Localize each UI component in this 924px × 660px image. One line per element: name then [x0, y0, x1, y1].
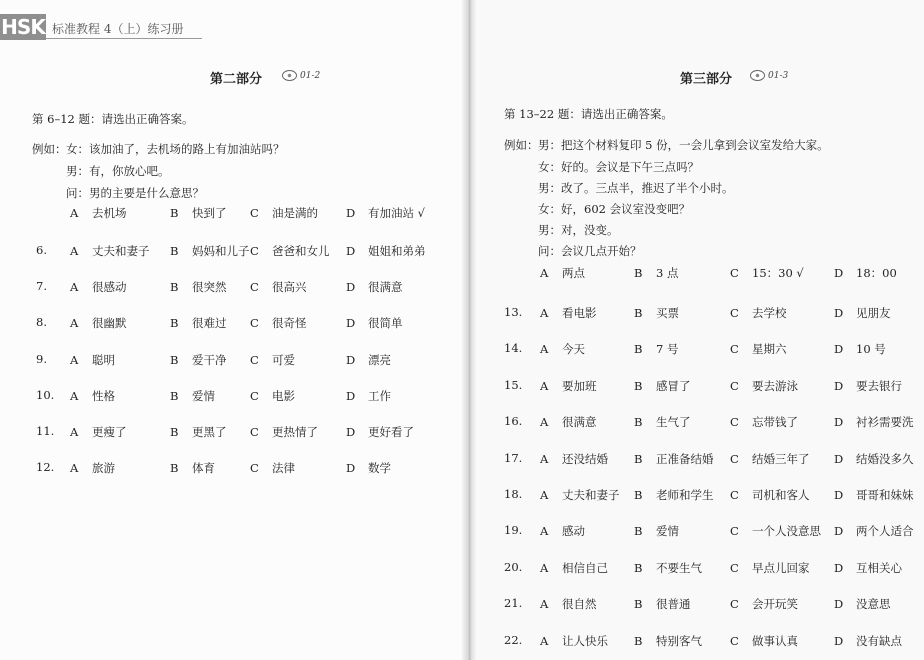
option-letter: B	[170, 461, 179, 476]
option-d	[834, 560, 902, 576]
option-b	[170, 388, 215, 404]
option-text: 有加油站 √	[368, 206, 425, 220]
option-text: 数学	[368, 461, 391, 476]
option-d	[834, 596, 891, 612]
option-text: 感冒了	[656, 378, 691, 393]
option-b	[170, 279, 227, 295]
example-line: 问：男的主要是什么意思？	[66, 186, 204, 200]
option-letter: B	[170, 388, 179, 403]
option-letter: B	[634, 306, 643, 320]
option-c	[250, 279, 307, 295]
option-letter: D	[346, 316, 356, 331]
option-letter: D	[346, 244, 356, 258]
option-d	[834, 265, 897, 281]
option-text: 没有缺点	[856, 633, 902, 648]
option-text: 一个人没意思	[752, 524, 821, 539]
option-text: 很高兴	[272, 280, 307, 295]
option-letter: B	[170, 244, 179, 258]
option-a	[70, 460, 115, 476]
option-letter: B	[634, 266, 643, 280]
option-text: 见朋友	[856, 306, 891, 320]
option-text: 更热情了	[272, 425, 318, 439]
option-letter: D	[346, 388, 356, 403]
option-letter: C	[730, 524, 739, 539]
option-letter: B	[634, 415, 643, 430]
option-text: 星期六	[752, 342, 787, 357]
option-letter: B	[170, 352, 179, 367]
option-letter: D	[346, 425, 356, 439]
option-text: 爱情	[656, 524, 679, 539]
option-letter: C	[730, 597, 739, 612]
option-text: 妈妈和儿子	[192, 244, 250, 258]
option-letter: D	[834, 524, 844, 539]
option-text: 爸爸和女儿	[272, 244, 330, 258]
option-b	[170, 424, 227, 440]
option-b	[634, 487, 714, 503]
question-number: 12.	[36, 460, 55, 475]
option-text: 要加班	[562, 378, 597, 393]
option-c	[250, 243, 330, 259]
option-letter: C	[250, 280, 259, 295]
option-text: 要去游泳	[752, 378, 798, 393]
option-text: 两个人适合	[856, 524, 914, 539]
option-text: 18：00	[856, 266, 897, 280]
option-text: 互相关心	[856, 560, 902, 575]
question-number: 10.	[36, 387, 55, 402]
option-letter: C	[730, 266, 739, 280]
option-b	[170, 315, 227, 331]
option-text: 体育	[192, 461, 215, 476]
option-text: 快到了	[192, 206, 227, 220]
option-letter: B	[634, 378, 643, 393]
option-text: 感动	[562, 524, 585, 539]
section-title-part-2: 第二部分	[210, 72, 263, 87]
example-line: 男：把这个材料复印 5 份，一会儿拿到会议室发给大家。	[538, 138, 829, 152]
option-letter: A	[540, 415, 549, 430]
option-d	[346, 424, 414, 440]
option-b	[634, 341, 678, 357]
option-text: 很满意	[562, 415, 597, 430]
option-c	[730, 414, 798, 430]
option-text: 去学校	[752, 306, 787, 320]
question-number: 15.	[504, 377, 523, 392]
option-text: 老师和学生	[656, 488, 714, 502]
option-text: 聪明	[92, 352, 115, 367]
option-letter: D	[834, 451, 844, 466]
option-letter: C	[250, 425, 259, 439]
cd-icon	[282, 70, 297, 81]
option-a	[540, 596, 597, 612]
option-letter: A	[540, 306, 549, 320]
option-letter: B	[634, 488, 643, 502]
option-text: 很难过	[192, 316, 227, 331]
option-letter: C	[250, 244, 259, 258]
option-text: 要去银行	[856, 378, 902, 393]
option-a	[70, 388, 115, 404]
option-text: 结婚三年了	[752, 451, 810, 466]
option-b	[170, 352, 227, 368]
option-text: 很自然	[562, 597, 597, 612]
option-b	[634, 451, 714, 467]
option-a	[540, 523, 585, 539]
hsk-logo: HSK	[1, 15, 45, 39]
option-letter: A	[70, 352, 79, 367]
option-d	[346, 279, 403, 295]
option-text: 很突然	[192, 280, 227, 295]
option-a	[540, 451, 608, 467]
option-text: 今天	[562, 342, 585, 357]
track-number: 01-2	[300, 71, 321, 81]
audio-track-marker[interactable]	[282, 70, 320, 81]
example-line: 女：该加油了，去机场的路上有加油站吗？	[66, 142, 285, 156]
book-title: 标准教程 4（上）练习册	[52, 22, 184, 36]
example-line: 男：改了。三点半，推迟了半个小时。	[538, 181, 734, 195]
option-text: 哥哥和妹妹	[856, 488, 914, 502]
option-d	[834, 633, 902, 649]
option-text: 漂亮	[368, 352, 391, 367]
option-text: 很普通	[656, 597, 691, 612]
option-d	[346, 315, 403, 331]
option-text: 很感动	[92, 280, 127, 295]
option-c	[730, 560, 810, 576]
example-label: 例如：	[32, 142, 67, 156]
option-letter: C	[730, 488, 739, 502]
option-d	[346, 388, 391, 404]
option-a	[540, 341, 585, 357]
option-letter: B	[170, 280, 179, 295]
option-text: 很简单	[368, 316, 403, 331]
option-letter: C	[730, 560, 739, 575]
option-c	[250, 424, 318, 440]
option-text: 3 点	[656, 266, 679, 280]
option-letter: C	[730, 378, 739, 393]
option-letter: D	[834, 633, 844, 648]
option-text: 姐姐和弟弟	[368, 244, 426, 258]
option-letter: A	[70, 316, 79, 331]
option-letter: C	[250, 316, 259, 331]
option-text: 很满意	[368, 280, 403, 295]
question-number: 8.	[36, 315, 47, 330]
option-d	[834, 523, 914, 539]
option-letter: A	[540, 342, 549, 357]
option-letter: A	[540, 488, 549, 502]
option-letter: A	[540, 633, 549, 648]
option-a	[540, 633, 608, 649]
option-text: 两点	[562, 266, 585, 280]
option-letter: A	[70, 461, 79, 476]
option-a	[70, 243, 150, 259]
option-letter: B	[634, 560, 643, 575]
option-text: 15：30 √	[752, 266, 804, 280]
option-text: 没意思	[856, 597, 891, 612]
question-number: 16.	[504, 414, 523, 429]
option-letter: B	[170, 206, 179, 220]
option-d	[834, 451, 914, 467]
option-letter: A	[70, 425, 79, 439]
question-number: 20.	[504, 559, 523, 574]
track-number: 01-3	[768, 71, 789, 81]
option-d	[346, 352, 391, 368]
option-c	[250, 205, 318, 221]
option-text: 电影	[272, 388, 295, 403]
option-a	[540, 265, 585, 281]
option-text: 爱干净	[192, 352, 227, 367]
option-text: 忘带钱了	[752, 415, 798, 430]
option-text: 衬衫需要洗	[856, 415, 914, 430]
option-text: 特别客气	[656, 633, 702, 648]
option-b	[634, 414, 691, 430]
option-text: 早点儿回家	[752, 560, 810, 575]
book-spine	[462, 0, 476, 660]
option-text: 更瘦了	[92, 425, 127, 439]
option-c	[250, 315, 307, 331]
option-text: 可爱	[272, 352, 295, 367]
option-letter: C	[250, 461, 259, 476]
question-number: 22.	[504, 632, 523, 647]
option-c	[730, 378, 798, 394]
option-text: 做事认真	[752, 633, 798, 648]
option-text: 性格	[92, 388, 115, 403]
option-text: 相信自己	[562, 560, 608, 575]
option-letter: B	[170, 316, 179, 331]
option-letter: D	[834, 378, 844, 393]
example-line: 男：对，没变。	[538, 223, 619, 237]
option-b	[170, 460, 215, 476]
option-letter: D	[834, 597, 844, 612]
option-letter: A	[540, 524, 549, 539]
option-d	[834, 305, 891, 321]
option-letter: A	[70, 206, 79, 220]
option-letter: D	[346, 352, 356, 367]
audio-track-marker[interactable]	[750, 70, 788, 81]
option-letter: A	[540, 266, 549, 280]
option-text: 让人快乐	[562, 633, 608, 648]
option-letter: B	[634, 342, 643, 357]
option-letter: C	[730, 633, 739, 648]
option-letter: A	[540, 378, 549, 393]
option-text: 买票	[656, 306, 679, 320]
instruction: 第 13–22 题：请选出正确答案。	[504, 107, 673, 121]
option-letter: C	[250, 388, 259, 403]
option-text: 爱情	[192, 388, 215, 403]
option-text: 会开玩笑	[752, 597, 798, 612]
option-text: 油是满的	[272, 206, 318, 220]
option-letter: D	[834, 488, 844, 502]
option-letter: C	[250, 352, 259, 367]
option-text: 正准备结婚	[656, 451, 714, 466]
option-b	[634, 265, 678, 281]
option-letter: C	[730, 306, 739, 320]
example-line: 女：好的。会议是下午三点吗？	[538, 160, 699, 174]
option-text: 法律	[272, 461, 295, 476]
option-b	[634, 305, 679, 321]
option-text: 结婚没多久	[856, 451, 914, 466]
section-title-part-3: 第三部分	[680, 72, 733, 87]
option-c	[730, 265, 804, 281]
option-text: 旅游	[92, 461, 115, 476]
option-d	[834, 341, 886, 357]
option-c	[730, 633, 798, 649]
question-number: 9.	[36, 351, 47, 366]
option-letter: A	[540, 560, 549, 575]
option-letter: C	[250, 206, 259, 220]
option-d	[834, 487, 914, 503]
option-b	[170, 243, 250, 259]
option-d	[834, 414, 914, 430]
example-line: 女：好，602 会议室没变吧？	[538, 202, 691, 216]
option-letter: C	[730, 451, 739, 466]
option-letter: D	[346, 461, 356, 476]
option-c	[730, 305, 787, 321]
option-text: 还没结婚	[562, 451, 608, 466]
option-text: 更黑了	[192, 425, 227, 439]
option-a	[540, 414, 597, 430]
option-b	[634, 633, 702, 649]
option-c	[250, 388, 295, 404]
cd-icon	[750, 70, 765, 81]
question-number: 7.	[36, 279, 47, 294]
example-label: 例如：	[504, 138, 539, 152]
option-letter: D	[834, 266, 844, 280]
question-number: 21.	[504, 596, 523, 611]
option-a	[540, 560, 608, 576]
option-c	[250, 352, 295, 368]
question-number: 19.	[504, 523, 523, 538]
option-letter: D	[834, 342, 844, 357]
question-number: 13.	[504, 305, 523, 319]
instruction: 第 6–12 题：请选出正确答案。	[32, 112, 194, 126]
option-letter: A	[70, 388, 79, 403]
option-letter: B	[634, 451, 643, 466]
right-page	[470, 0, 924, 660]
option-letter: B	[170, 425, 179, 439]
option-text: 丈夫和妻子	[92, 244, 150, 258]
question-number: 17.	[504, 450, 523, 465]
option-c	[730, 596, 798, 612]
option-a	[70, 205, 127, 221]
option-text: 看电影	[562, 306, 597, 320]
option-a	[70, 279, 127, 295]
option-text: 7 号	[656, 342, 679, 357]
option-b	[634, 560, 702, 576]
option-text: 更好看了	[368, 425, 414, 439]
option-b	[634, 378, 691, 394]
question-number: 6.	[36, 243, 47, 257]
option-letter: A	[540, 597, 549, 612]
option-d	[346, 460, 391, 476]
option-c	[730, 487, 810, 503]
example-line: 问：会议几点开始？	[538, 244, 642, 258]
option-a	[540, 378, 597, 394]
option-text: 去机场	[92, 206, 127, 220]
option-text: 丈夫和妻子	[562, 488, 620, 502]
option-letter: C	[730, 415, 739, 430]
option-letter: B	[634, 524, 643, 539]
option-c	[730, 341, 787, 357]
question-number: 11.	[36, 424, 55, 438]
option-text: 很幽默	[92, 316, 127, 331]
option-text: 很奇怪	[272, 316, 307, 331]
option-letter: D	[834, 306, 844, 320]
option-c	[250, 460, 295, 476]
option-text: 工作	[368, 388, 391, 403]
option-text: 不要生气	[656, 560, 702, 575]
example-line: 男：有，你放心吧。	[66, 164, 170, 178]
option-text: 司机和客人	[752, 488, 810, 502]
option-a	[540, 305, 597, 321]
question-number: 14.	[504, 341, 523, 356]
option-b	[634, 523, 679, 539]
option-a	[70, 424, 127, 440]
option-c	[730, 523, 821, 539]
option-letter: D	[834, 560, 844, 575]
option-b	[634, 596, 691, 612]
option-d	[834, 378, 902, 394]
question-number: 18.	[504, 487, 523, 501]
option-d	[346, 243, 426, 259]
option-letter: A	[540, 451, 549, 466]
option-letter: B	[634, 597, 643, 612]
option-a	[70, 315, 127, 331]
option-text: 10 号	[856, 342, 886, 357]
option-letter: C	[730, 342, 739, 357]
option-text: 生气了	[656, 415, 691, 430]
option-letter: A	[70, 280, 79, 295]
option-letter: A	[70, 244, 79, 258]
option-d	[346, 205, 425, 221]
option-c	[730, 451, 810, 467]
option-a	[540, 487, 620, 503]
option-letter: D	[346, 206, 356, 220]
option-b	[170, 205, 227, 221]
option-a	[70, 352, 115, 368]
option-letter: D	[834, 415, 844, 430]
option-letter: B	[634, 633, 643, 648]
header-rule	[46, 38, 202, 39]
option-letter: D	[346, 280, 356, 295]
